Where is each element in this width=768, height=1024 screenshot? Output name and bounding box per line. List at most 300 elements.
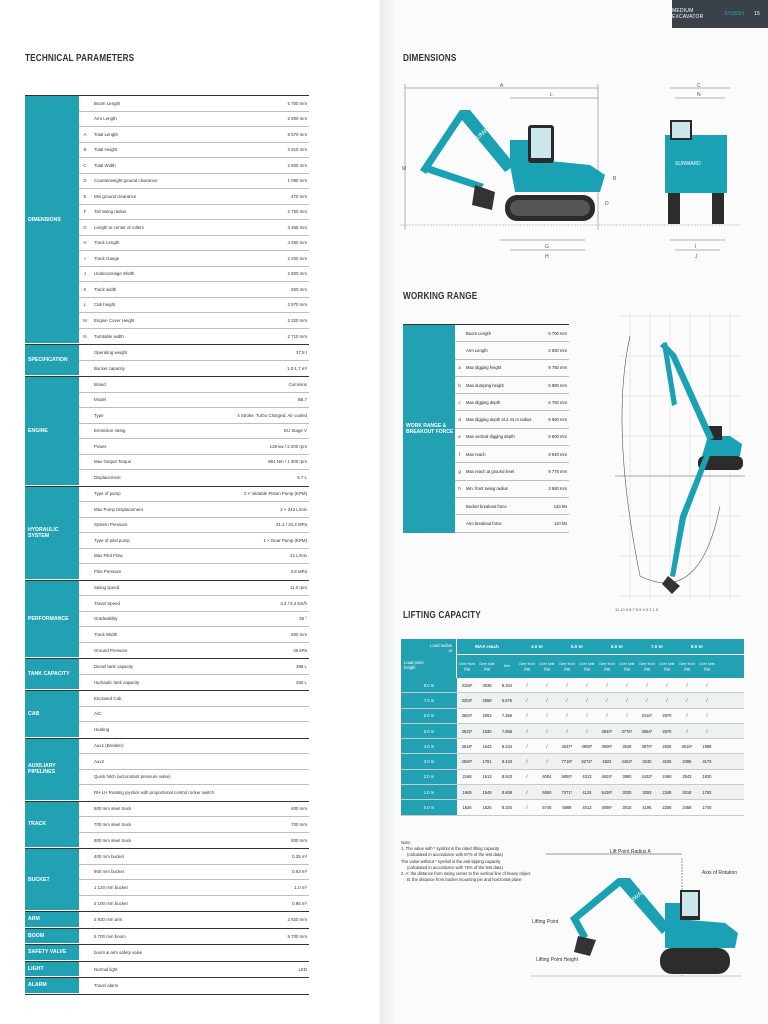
tech-param-name: 600 mm steel track <box>94 806 132 812</box>
work-range-row <box>455 446 569 463</box>
tech-param-name: 800 mm steel track <box>94 837 132 843</box>
tech-group <box>25 929 309 946</box>
tech-category-label: AUXILIARY PIPELINES <box>25 739 79 801</box>
work-range-name: Boom Length <box>466 330 491 336</box>
tech-row <box>79 722 309 738</box>
work-range-row <box>455 360 569 377</box>
tech-param-name: 1 120 mm bucket <box>94 884 128 890</box>
lift-value: 2348 <box>662 789 672 795</box>
lift-sub-header: Over side (kg) <box>539 662 555 671</box>
dimensions-title: DIMENSIONS <box>403 52 457 64</box>
lift-value: 1761 <box>482 759 492 765</box>
lift-value: 2063 <box>482 713 492 719</box>
tech-param-value: 9 570 mm <box>287 131 307 137</box>
lift-row <box>401 724 744 739</box>
tech-row <box>79 251 309 267</box>
tech-category-label: CAB <box>25 691 79 738</box>
tech-param-value: 2 200 mm <box>287 255 307 261</box>
tech-code: J <box>83 271 87 277</box>
tech-param-value: Cummins <box>288 381 307 387</box>
lift-value: 2490 <box>662 774 672 780</box>
tech-row <box>79 896 309 912</box>
lift-value: 3018 <box>682 789 692 795</box>
tech-row <box>79 802 309 818</box>
lift-value: 8.423 <box>501 759 513 765</box>
tech-category-label: BOOM <box>25 929 79 945</box>
lift-row <box>401 754 744 769</box>
lift-value: 6.676 <box>501 697 513 703</box>
lift-col-group: 6.0 m <box>611 644 623 649</box>
lift-sub-header: Over front (kg) <box>678 662 695 671</box>
work-range-name: Max dumping height <box>466 382 504 388</box>
tech-row <box>79 424 309 440</box>
tech-category-label: LIGHT <box>25 962 79 978</box>
tech-row <box>79 865 309 881</box>
tech-category-label: PERFORMANCE <box>25 581 79 659</box>
tech-param-value: 2 710 mm <box>287 333 307 339</box>
tech-row <box>79 361 309 377</box>
lift-value: 3458 <box>682 805 692 811</box>
tech-row <box>79 158 309 174</box>
tech-code: H <box>83 240 87 246</box>
header-model: SY365H <box>724 11 745 17</box>
lift-value: 5888 <box>562 805 572 811</box>
tech-row <box>79 298 309 314</box>
tech-row <box>79 345 309 361</box>
lift-value: 1849 <box>462 789 472 795</box>
lift-value: / <box>626 713 628 719</box>
tech-param-name: Aux1 (Breaker) <box>94 743 124 749</box>
tech-code: E <box>83 193 87 199</box>
tech-param-name: Enclosed Cab <box>94 695 122 701</box>
lift-value: 8.334 <box>501 805 513 811</box>
tech-param-value: 2 920 mm <box>287 917 307 923</box>
tech-row <box>79 659 309 675</box>
tech-category-label: ALARM <box>25 978 79 994</box>
tech-group <box>25 345 309 377</box>
tech-code: M <box>83 317 87 323</box>
tech-param-name: Track Width <box>94 631 118 637</box>
svg-text:D: D <box>605 201 609 207</box>
tech-param-name: Aux2 <box>94 758 105 764</box>
lift-value: 3158* <box>461 682 473 688</box>
lift-value: 2870 <box>662 728 672 734</box>
lift-value: 5272* <box>581 759 593 765</box>
lift-value: 1643 <box>482 743 492 749</box>
lift-value: / <box>666 682 668 688</box>
tech-param-name: Engine Cover Height <box>94 317 135 323</box>
tech-group <box>25 739 309 802</box>
work-range-row <box>455 342 569 359</box>
tech-row <box>79 596 309 612</box>
tech-param-value: 6.7 L <box>297 475 307 481</box>
lift-value: 4313 <box>582 774 592 780</box>
tech-param-name: Travel alarm <box>94 983 119 989</box>
tech-param-value: 881 Nm / 1 300 rpm <box>268 459 307 465</box>
lift-value: / <box>526 759 528 765</box>
tech-param-value: 600 mm <box>291 806 307 812</box>
lift-value: 2835 <box>662 743 672 749</box>
tech-group <box>25 978 309 995</box>
work-range-value: 6 560 mm <box>548 417 567 423</box>
tech-param-name: Track Length <box>94 240 120 246</box>
lift-value: / <box>686 682 688 688</box>
tech-param-name: Undercarriage Width <box>94 271 135 277</box>
lift-value: / <box>606 713 608 719</box>
lifting-capacity-title: LIFTING CAPACITY <box>403 609 481 621</box>
tech-param-name: Diesel tank capacity <box>94 663 134 669</box>
work-range-name: Max reach at ground level <box>466 469 515 475</box>
tech-category-label: TRACK <box>25 802 79 849</box>
brand-logo-lift: SUNWARD <box>622 885 651 910</box>
tech-row <box>79 533 309 549</box>
lift-row <box>401 739 744 754</box>
lift-value: 5438* <box>601 789 613 795</box>
lift-value: / <box>706 697 708 703</box>
lift-height-label: 3.0 m <box>401 754 457 768</box>
tech-row <box>79 929 309 945</box>
work-range-category: WORK RANGE & BREAKOUT FORCE <box>403 325 455 533</box>
tech-row <box>79 962 309 978</box>
lift-value: 3038 <box>482 682 492 688</box>
tech-category-label: SPECIFICATION <box>25 345 79 376</box>
tech-param-value: 2 750 mm <box>287 209 307 215</box>
tech-param-name: Hydraulic tank capacity <box>94 679 140 685</box>
tech-param-name: Length to center of rollers <box>94 224 144 230</box>
lifting-table-header <box>401 639 744 678</box>
lift-value: 4463* <box>621 759 633 765</box>
lift-value: / <box>546 713 548 719</box>
svg-text:L: L <box>550 92 553 98</box>
tech-group <box>25 691 309 739</box>
tech-param-name: Swing speed <box>94 585 120 591</box>
tech-row <box>79 282 309 298</box>
page-number: 15 <box>754 11 760 17</box>
tech-code: I <box>84 255 86 261</box>
tech-row <box>79 205 309 221</box>
tech-param-name: A/C <box>94 711 102 717</box>
lifting-notes <box>401 840 541 883</box>
lift-value: 1830 <box>702 774 712 780</box>
lift-value: / <box>526 713 528 719</box>
lift-col-group: 5.0 m <box>571 644 583 649</box>
lift-value: / <box>526 805 528 811</box>
work-range-name: Max digging height <box>466 365 502 371</box>
lift-sub-header: Over front (kg) <box>638 662 655 671</box>
lift-value: 4195 <box>642 805 652 811</box>
work-range-code: a <box>458 365 461 371</box>
tech-param-name: Total Length <box>94 131 118 137</box>
lift-value: / <box>686 728 688 734</box>
tech-param-value: 1.0 m³ <box>294 884 307 890</box>
tech-row <box>79 393 309 409</box>
tech-param-name: Min ground clearance <box>94 193 137 199</box>
lift-value: 1988 <box>702 743 712 749</box>
work-range-value: 6 980 mm <box>548 382 567 388</box>
tech-param-value: 21 L/min <box>290 553 307 559</box>
tech-param-name: Max Pilot Flow <box>94 553 123 559</box>
tech-row <box>79 707 309 723</box>
tech-code: C <box>83 162 87 168</box>
lifting-diagram <box>530 848 742 980</box>
tech-group <box>25 802 309 850</box>
lift-value: 5745 <box>542 805 552 811</box>
tech-row <box>79 220 309 236</box>
work-range-code: e <box>458 434 461 440</box>
lifting-height-label: Lifting Point Height <box>536 957 578 963</box>
lift-value: 3870* <box>641 743 653 749</box>
tech-param-value: 0.63 m³ <box>292 869 307 875</box>
lift-height-label: 5.0 m <box>401 724 457 738</box>
tech-param-value: 3 465 mm <box>287 224 307 230</box>
lift-value: 1740 <box>702 805 712 811</box>
tech-param-name: Model <box>94 397 106 403</box>
tech-row <box>79 627 309 643</box>
tech-code: B <box>83 147 87 153</box>
tech-code: G <box>83 224 87 230</box>
work-range-row <box>455 481 569 498</box>
working-range-title: WORKING RANGE <box>403 290 478 302</box>
tech-param-name: System Pressure <box>94 522 128 528</box>
tech-param-value: 385 L <box>296 663 307 669</box>
work-range-code: f <box>458 451 461 457</box>
tech-category-label: DIMENSIONS <box>25 96 79 344</box>
excavator-front-illustration <box>665 120 727 224</box>
tech-group <box>25 945 309 962</box>
lift-value: 3584* <box>641 728 653 734</box>
lift-value: 4924* <box>601 774 613 780</box>
tech-param-value: 2 910 mm <box>287 147 307 153</box>
tech-param-name: Brand <box>94 381 106 387</box>
lift-value: / <box>526 682 528 688</box>
lift-value: 1830 <box>482 728 492 734</box>
lift-sub-header: Over front (kg) <box>598 662 615 671</box>
lift-value: 8.234 <box>501 743 513 749</box>
tech-group <box>25 912 309 929</box>
lift-value: / <box>586 682 588 688</box>
tech-row <box>79 236 309 252</box>
lift-value: 7371* <box>561 789 573 795</box>
lift-height-label: 1.0 m <box>401 785 457 799</box>
tech-param-value: 2 970 mm <box>287 302 307 308</box>
work-range-name: Min. front swing radius <box>466 486 508 492</box>
note-line: Note: <box>401 840 412 845</box>
tech-param-value: 470 mm <box>291 193 307 199</box>
tech-row <box>79 470 309 486</box>
tech-param-value: 2 900 mm <box>287 116 307 122</box>
tech-param-name: Boom Length <box>94 100 121 106</box>
lift-value: 2558 <box>482 697 492 703</box>
lift-value: 3303* <box>461 697 473 703</box>
tech-group <box>25 849 309 912</box>
lift-value: 1549 <box>482 789 492 795</box>
tech-row <box>79 455 309 471</box>
tech-param-value: 31.4 / 34.3 MPa <box>276 522 307 528</box>
lift-value: 4013 <box>582 805 592 811</box>
tech-param-name: Displacement <box>94 475 121 481</box>
lift-value: / <box>566 713 568 719</box>
note-line: (calculated in accordance with 87% of the test data) <box>407 852 503 858</box>
tech-param-name: Emmision rating <box>94 428 126 434</box>
tech-param-name: Max Pump Displacement <box>94 506 143 512</box>
tech-param-value: 4 260 mm <box>287 240 307 246</box>
lift-value: 3293 <box>642 789 652 795</box>
tech-row <box>79 189 309 205</box>
dimensions-diagram <box>400 80 740 260</box>
lift-value: 3776* <box>621 728 633 734</box>
tech-row <box>79 377 309 393</box>
tech-row <box>79 127 309 143</box>
lift-value: / <box>546 728 548 734</box>
tech-row <box>79 675 309 691</box>
tech-category-label: ARM <box>25 912 79 928</box>
lift-value: 1626 <box>482 805 492 811</box>
svg-text:11 10 9 8 7 6 5 4 3 2 1 0: 11 10 9 8 7 6 5 4 3 2 1 0 <box>615 607 659 612</box>
tech-row <box>79 439 309 455</box>
tech-group <box>25 962 309 979</box>
lift-value: / <box>686 713 688 719</box>
lift-sub-header: Over side (kg) <box>659 662 675 671</box>
lift-value: 3900* <box>601 743 613 749</box>
tech-row <box>79 564 309 580</box>
tech-row <box>79 833 309 849</box>
working-range-diagram <box>590 276 750 616</box>
tech-row <box>79 313 309 329</box>
lift-value: 7.868 <box>501 728 513 734</box>
tech-param-name: Max Output Torque <box>94 459 132 465</box>
lift-row <box>401 693 744 708</box>
lift-value: / <box>586 697 588 703</box>
work-range-value: 2 920 mm <box>548 347 567 353</box>
tech-param-value: 37,8 t <box>296 349 307 355</box>
tech-param-name: RH-LH Roating joystick with proportional control rocker switch <box>94 790 215 796</box>
excavator-side-illustration <box>420 110 605 221</box>
lift-sub-header: Over side (kg) <box>579 662 595 671</box>
lift-value: / <box>546 697 548 703</box>
lift-value: 3890 <box>622 774 632 780</box>
tech-param-name: Operating weight <box>94 349 128 355</box>
tech-param-name: 900 mm bucket <box>94 869 125 875</box>
lift-value: 2168 <box>462 774 472 780</box>
lift-height-label: 2.0 m <box>401 770 457 784</box>
lift-value: / <box>566 697 568 703</box>
tech-code: L <box>83 302 87 308</box>
tech-row <box>79 785 309 801</box>
lift-sub-header: Over front (kg) <box>518 662 535 671</box>
tech-row <box>79 549 309 565</box>
tech-row <box>79 880 309 896</box>
tech-param-name: Bucket capacity <box>94 365 125 371</box>
tech-param-name: Heating <box>94 727 110 733</box>
tech-param-value: EU Stage V <box>284 428 307 434</box>
tech-param-value: 0.95 m³ <box>292 900 307 906</box>
lift-value: 3840* <box>601 728 613 734</box>
lift-value: / <box>546 682 548 688</box>
tech-group <box>25 659 309 691</box>
lift-col-group: 7.0 m <box>651 644 663 649</box>
tech-param-name: Power <box>94 443 107 449</box>
note-line: (calculated in accordance with 75% of the test data) <box>407 864 503 870</box>
page-gutter <box>380 0 394 1024</box>
lift-value: 3618* <box>461 743 473 749</box>
tech-param-value: 600 mm <box>291 631 307 637</box>
tech-param-name: Tail swing radius <box>94 209 127 215</box>
lift-value: 3618* <box>681 743 693 749</box>
brand-logo-side: SUNWARD <box>472 119 500 144</box>
lift-value: / <box>646 697 648 703</box>
header-bar <box>672 0 768 28</box>
tech-param-name: Arm Length <box>94 116 117 122</box>
tech-param-name: Turntable width <box>94 333 124 339</box>
tech-code: F <box>83 209 87 215</box>
lift-value: 4823 <box>602 759 612 765</box>
tech-param-value: LED <box>298 966 307 972</box>
lift-value: / <box>646 682 648 688</box>
svg-text:J: J <box>695 254 698 260</box>
work-range-name: Max digging depth at 2.44 m radius <box>466 417 532 423</box>
lifting-point-label: Lifting Point <box>532 919 559 925</box>
tech-param-value: 3.3 / 5.2 km/h <box>280 600 307 606</box>
work-range-code: g <box>458 469 461 475</box>
tech-param-name: Type <box>94 412 104 418</box>
tech-row <box>79 96 309 112</box>
tech-param-value: 800 mm <box>291 837 307 843</box>
lift-sub-header: Over front (kg) <box>558 662 575 671</box>
brand-logo-front: SUNWARD <box>675 161 701 167</box>
lifting-corner-cell <box>401 639 457 678</box>
work-range-value: 5 600 mm <box>548 434 567 440</box>
lift-value: 2543 <box>682 774 692 780</box>
tech-param-value: 3.9 MPa <box>290 569 307 575</box>
lift-value: 3015 <box>622 805 632 811</box>
lift-value: / <box>666 697 668 703</box>
lift-row <box>401 770 744 785</box>
tech-param-name: Ground Pressure <box>94 647 128 653</box>
work-range-row <box>455 463 569 480</box>
tech-row <box>79 691 309 707</box>
tech-param-value: 700 mm <box>291 821 307 827</box>
tech-category-label: SAFETY VALVE <box>25 945 79 961</box>
lift-value: 3225 <box>662 759 672 765</box>
lift-height-label: 0.0 m <box>401 800 457 814</box>
tech-param-value: 1 090 mm <box>287 178 307 184</box>
tech-code: D <box>83 178 87 184</box>
tech-param-value: 46 kPa <box>293 647 307 653</box>
lift-value: / <box>606 697 608 703</box>
lift-row <box>401 678 744 693</box>
tech-row <box>79 817 309 833</box>
tech-row <box>79 267 309 283</box>
lift-value: / <box>546 743 548 749</box>
lift-value: / <box>686 697 688 703</box>
work-range-value: 9 940 mm <box>548 451 567 457</box>
tech-param-value: 4 Stroke, Turbo Charged, Air cooled <box>237 412 307 418</box>
lift-value: 5.334 <box>501 682 513 688</box>
tech-param-value: 1 × Gear Pump (KPM) <box>263 537 307 543</box>
work-range-name: Max vertical digging depth <box>466 434 515 440</box>
work-range-name: Max digging depth <box>466 399 501 405</box>
tech-param-name: Counterweight ground clearance <box>94 178 158 184</box>
tech-param-value: 0.25 m³ <box>292 853 307 859</box>
lift-value: 5550 <box>542 789 552 795</box>
lift-col-group: 8.0 m <box>691 644 703 649</box>
lift-value: / <box>526 774 528 780</box>
lift-height-label: 7.0 m <box>401 693 457 707</box>
work-range-code: c <box>458 399 461 405</box>
work-range-value: 110 kN <box>554 520 567 526</box>
lift-value: / <box>706 682 708 688</box>
work-range-row <box>455 411 569 428</box>
